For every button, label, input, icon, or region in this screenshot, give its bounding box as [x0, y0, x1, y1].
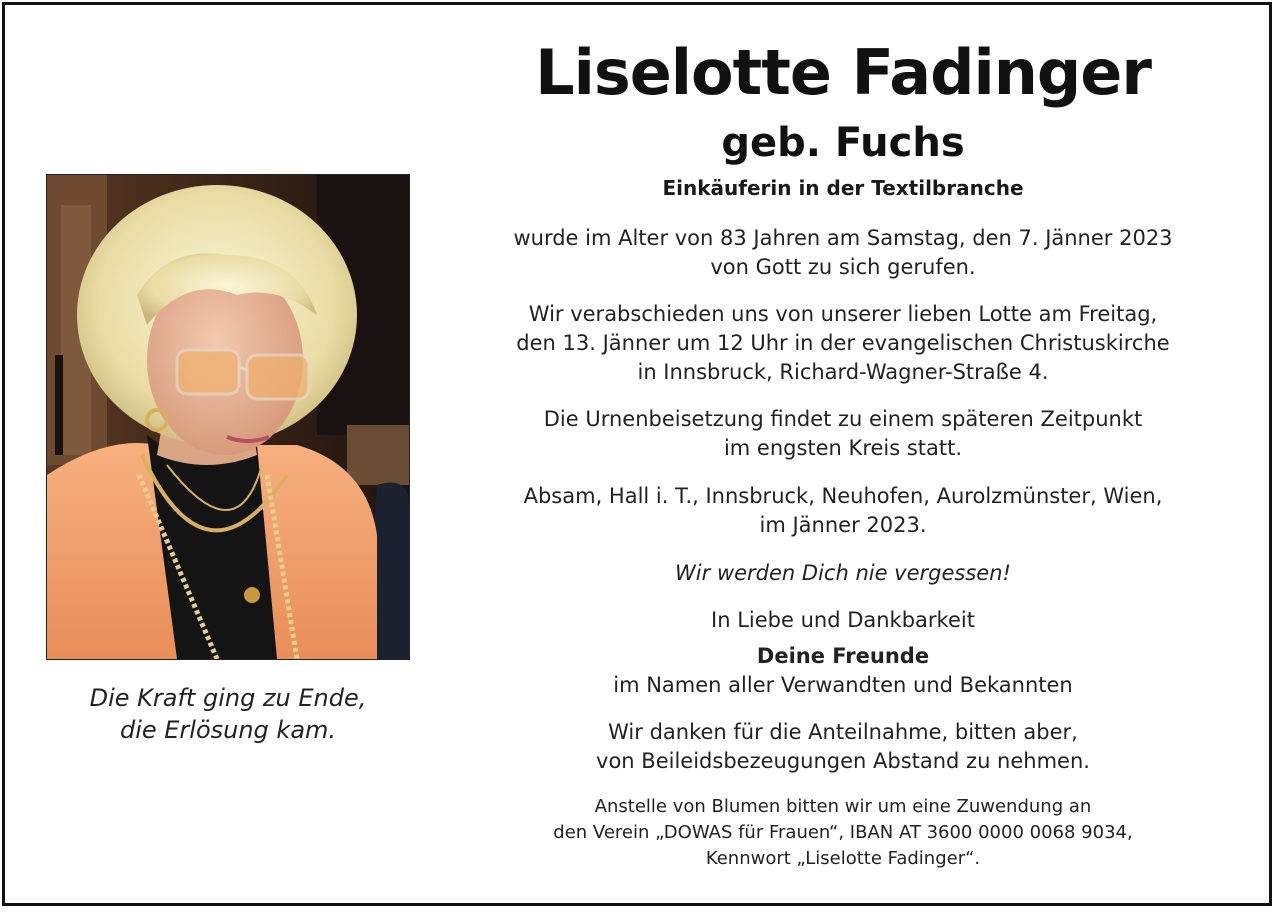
thanks-line-2: von Beileidsbezeugungen Abstand zu nehmen. [596, 749, 1090, 773]
donation-line-1: Anstelle von Blumen bitten wir um eine Zuwendung an [594, 796, 1092, 817]
death-notice-line-1: wurde im Alter von 83 Jahren am Samstag, den 7. Jänner 2023 [513, 226, 1173, 250]
never-forget-line: Wir werden Dich nie vergessen! [675, 561, 1011, 585]
farewell-service [430, 300, 1256, 387]
death-notice [430, 224, 1256, 282]
photo-caption [46, 682, 410, 746]
farewell-line-2: den 13. Jänner um 12 Uhr in der evangelischen Christuskirche [516, 331, 1170, 355]
occupation: Einkäuferin in der Textilbranche [662, 176, 1024, 200]
urn-burial [430, 405, 1256, 463]
donation-line-3: Kennwort „Liselotte Fadinger“. [705, 848, 981, 869]
farewell-line-1: Wir verabschieden uns von unserer lieben Lotte am Freitag, [528, 302, 1158, 326]
urn-burial-line-2: im engsten Kreis statt. [723, 436, 963, 460]
urn-burial-line-1: Die Urnenbeisetzung findet zu einem späteren Zeitpunkt [543, 407, 1143, 431]
places-date [430, 482, 1256, 540]
portrait-photo [46, 174, 410, 660]
thanks-note [430, 718, 1256, 776]
on-behalf-line: im Namen aller Verwandten und Bekannten [613, 673, 1073, 697]
thanks-line-1: Wir danken für die Anteilnahme, bitten aber, [608, 720, 1078, 744]
donation-line-2: den Verein „DOWAS für Frauen“, IBAN AT 3600 0000 0068 9034, [553, 822, 1133, 843]
love-gratitude-line: In Liebe und Dankbarkeit [711, 608, 975, 632]
places-date-line-2: im Jänner 2023. [759, 513, 927, 537]
places-date-line-1: Absam, Hall i. T., Innsbruck, Neuhofen, Aurolzmünster, Wien, [523, 484, 1163, 508]
farewell-line-3: in Innsbruck, Richard-Wagner-Straße 4. [637, 360, 1049, 384]
death-notice-line-2: von Gott zu sich gerufen. [710, 255, 976, 279]
donation-note [430, 794, 1256, 872]
signatories: Deine Freunde [756, 644, 930, 668]
birth-name: geb. Fuchs [721, 120, 965, 166]
photo-caption-line-1: Die Kraft ging zu Ende, [89, 684, 367, 712]
deceased-name: Liselotte Fadinger [535, 36, 1151, 109]
photo-caption-line-2: die Erlösung kam. [119, 716, 337, 744]
